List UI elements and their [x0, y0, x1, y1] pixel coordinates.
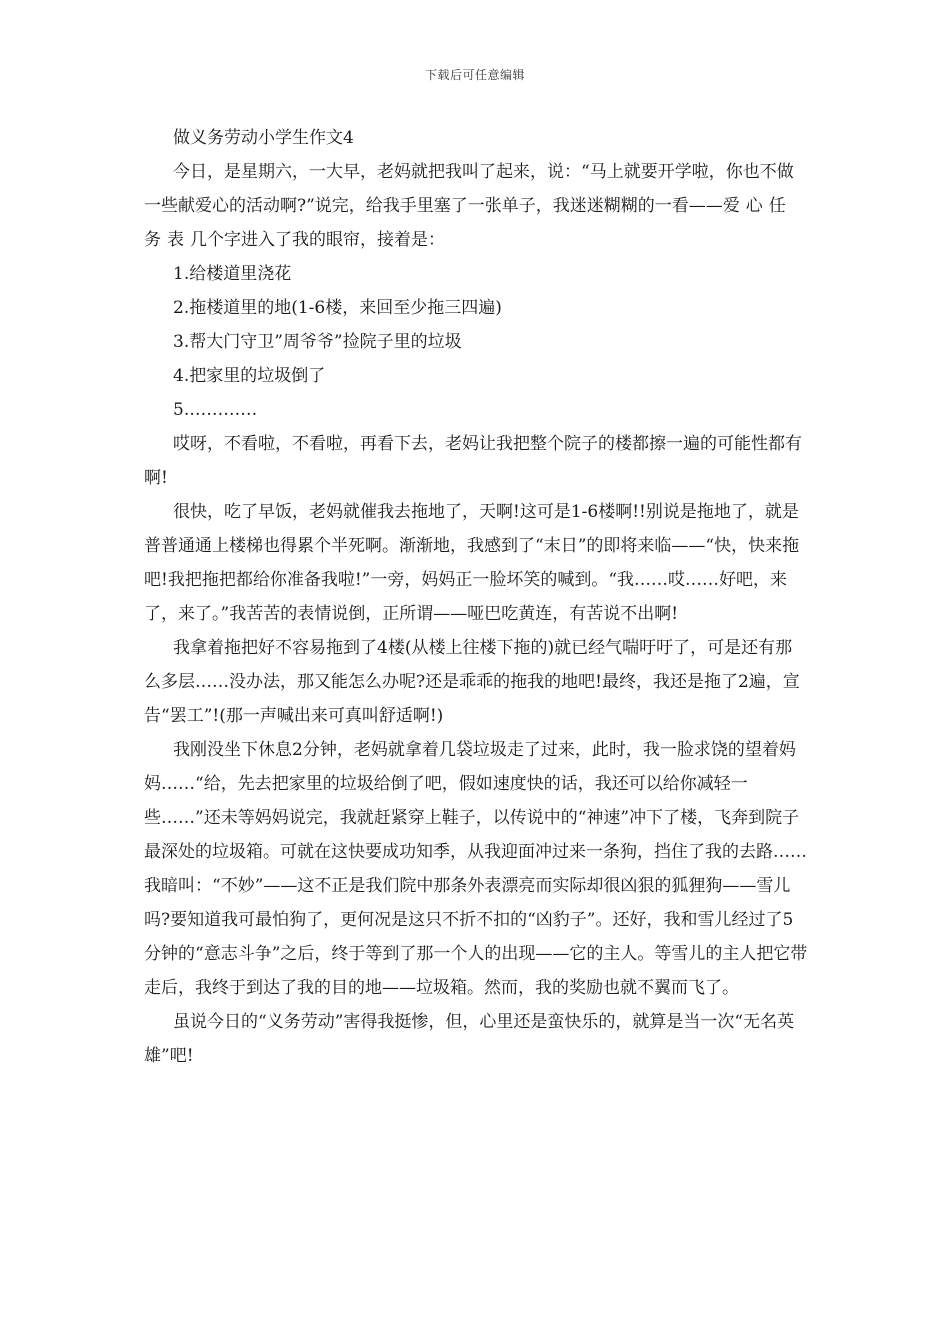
body-paragraph-2: 很快，吃了早饭，老妈就催我去拖地了，天啊!这可是1-6楼啊!!别说是拖地了，就是普普通通上楼梯也得累个半死啊。渐渐地，我感到了“末日”的即将来临——“快，快来拖吧!我把拖把都给你准备我啦!”一旁，妈妈正一脸坏笑的喊到。“我……哎……好吧，来了，来了。”我苦苦的表情说倒，正所谓——哑巴吃黄连，有苦说不出啊! — [144, 502, 800, 624]
list-item-4: 4.把家里的垃圾倒了 — [173, 366, 326, 386]
document-body — [144, 121, 808, 1073]
list-item-1: 1.给楼道里浇花 — [173, 264, 292, 284]
list-item-3: 3.帮大门守卫”周爷爷”捡院子里的垃圾 — [173, 332, 462, 352]
intro-text-after: 几个字进入了我的眼帘，接着是： — [190, 230, 445, 250]
body-paragraph-4: 我刚没坐下休息2分钟，老妈就拿着几袋垃圾走了过来，此时，我一脸求饶的望着妈妈……“给，先去把家里的垃圾给倒了吧，假如速度快的话，我还可以给你减轻一些……”还未等妈妈说完，我就赶紧穿上鞋子，以传说中的“神速”冲下了楼，飞奔到院子最深处的垃圾箱。可就在这快要成功知季，从我迎面冲过来一条狗，挡住了我的去路……我暗叫：“不妙”——这不正是我们院中那条外表漂亮而实际却很凶狠的狐狸狗——雪儿吗?要知道我可最怕狗了，更何况是这只不折不扣的“凶豹子”。还好，我和雪儿经过了5分钟的“意志斗争”之后，终于等到了那一个人的出现——它的主人。等雪儿的主人把它带走后，我终于到达了我的目的地——垃圾箱。然而，我的奖励也就不翼而飞了。 — [144, 740, 808, 998]
intro-text-before: 今日，是星期六，一大早，老妈就把我叫了起来，说：“马上就要开学啦，你也不做一些献爱心的活动啊?”说完，给我手里塞了一张单子，我迷迷糊糊的一看—— — [144, 162, 794, 216]
list-item-5: 5.………… — [173, 400, 258, 420]
page-header-note: 下载后可任意编辑 — [424, 68, 525, 82]
document-title: 做义务劳动小学生作文4 — [173, 128, 354, 148]
body-paragraph-3: 我拿着拖把好不容易拖到了4楼(从楼上往楼下拖的)就已经气喘吁吁了，可是还有那么多层……没办法，那又能怎么办呢?还是乖乖的拖我的地吧!最终，我还是拖了2遍，宣告“罢工”!(那一声喊出来可真叫舒适啊!) — [144, 638, 800, 726]
intro-spaced-title: 爱心任务表 — [144, 196, 792, 250]
intro-paragraph — [144, 155, 808, 257]
body-paragraph-5: 虽说今日的“义务劳动”害得我挺惨，但，心里还是蛮快乐的，就算是当一次“无名英雄”吧! — [144, 1012, 795, 1066]
body-paragraph-1: 哎呀，不看啦，不看啦，再看下去，老妈让我把整个院子的楼都擦一遍的可能性都有啊! — [144, 434, 802, 488]
list-item-2: 2.拖楼道里的地(1-6楼，来回至少拖三四遍) — [173, 298, 502, 318]
